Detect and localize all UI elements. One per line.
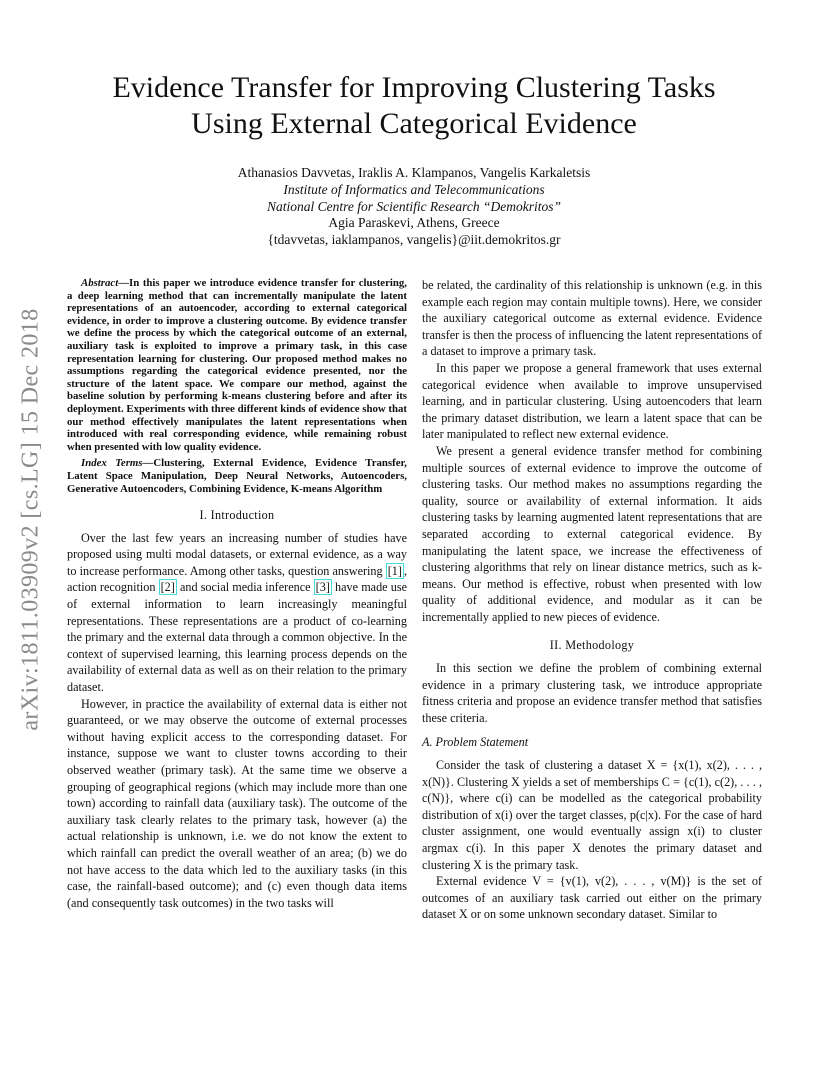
index-terms-text: —Clustering, External Evidence, Evidence Transfer, Latent Space Manipulation, Deep Neural Networks, Autoencoders, Generative Autoencoders, Combining Evidence, K-means Algorithm [67, 457, 407, 495]
intro-paragraph-4: In this paper we propose a general framework that uses external categorical evidence when available to improve unsupervised learning, and in particular clustering. Using autoencoders that learn the primary dataset distribution, we learn a latent space that can be later manipulated to reflect new external evidence. [422, 360, 762, 442]
section-heading-methodology: II. Methodology [549, 638, 635, 653]
index-terms-label: Index Terms [81, 457, 143, 470]
intro-text: and social media inference [176, 580, 314, 595]
abstract-label: Abstract [81, 277, 119, 289]
author-emails: {tdavvetas, iaklampanos, vangelis}@iit.demokritos.gr [267, 232, 561, 248]
subsection-heading-problem-statement: A. Problem Statement [422, 735, 529, 750]
abstract [67, 277, 407, 453]
affiliation-centre: National Centre for Scientific Research “Demokritos” [266, 198, 562, 214]
methodology-paragraph-1: In this section we define the problem of combining external evidence in a primary clustering task, we introduce appropriate fitness criteria and propose an evidence transfer method that satisfies these criteria. [422, 661, 762, 725]
intro-text: , action recognition [67, 563, 407, 595]
intro-paragraph-1 [67, 530, 407, 696]
problem-paragraph-1: Consider the task of clustering a dataset X = {x(1), x(2), . . . , x(N)}. Clustering X yields a set of memberships C = {c(1), c(2), . . . , c(N)}, where c(i) can be modelled as the categorical probability distribution of x(i) over the target classes, p(c|x). For the case of hard cluster assignment, one would eventually assign x(i) to cluster argmax c(i). In this paper X denotes the primary dataset and clustering X is the primary task. [422, 758, 762, 872]
right-column [422, 277, 762, 923]
left-column [67, 277, 407, 911]
section-heading-introduction: I. Introduction [199, 508, 275, 523]
author-block [40, 165, 788, 249]
affiliation-institute: Institute of Informatics and Telecommunications [283, 181, 545, 197]
intro-text: Over the last few years an increasing number of studies have proposed using multi modal datasets, or external evidence, as a way to increase performance. Among other tasks, question answering [67, 530, 407, 578]
citation-link-3[interactable]: [3] [315, 580, 330, 595]
paper-title [40, 70, 788, 142]
intro-paragraph-2: However, in practice the availability of external data is either not guaranteed, or we may observe the outcome of external processes without having explicit access to the corresponding dataset. For instance, suppose we want to cluster towns according to their observed weather (primary task). At the same time we observe a grouping of geographical regions (which may include more than one town) according to rainfall data (auxiliary task). The outcome of the auxiliary task clearly relates to the primary task, however (a) the actual relationship is unknown, i.e. we do not know the extent to which rainfall can predict the overall weather of an area; (b) we do not have access to the data which led to the auxiliary tasks (in this case, the rainfall-based outcome); and (c) even though data items (and consequently task outcomes) in the two tasks will [67, 696, 407, 910]
title-line-1: Evidence Transfer for Improving Clustering Tasks [112, 71, 716, 104]
citation-link-2[interactable]: [2] [160, 580, 175, 595]
intro-paragraph-5: We present a general evidence transfer method for combining multiple sources of external evidence to improve the outcome of clustering tasks. Our method makes no assumptions regarding the quality, source or availability of external information. It aids clustering tasks by learning augmented latent representations that are separated according to external categorical evidence. By manipulating the latent space, we increase the effectiveness of clustering algorithms that rely on linear distance metrics, such as k-means. Our method is effective, robust when presented with low quality of additional evidence, and modular as it can be incrementally applied to new pieces of evidence. [422, 443, 762, 624]
title-line-2: Using External Categorical Evidence [191, 107, 637, 140]
citation-link-1[interactable]: [1] [387, 563, 402, 578]
intro-text: have made use of external information to learn increasingly meaningful representations. These representations are a product of co-learning the primary and the external data through a common objective. In the context of supervised learning, this learning process depends on the availability of external data as well as on their relation to the primary dataset. [67, 580, 407, 695]
author-names: Athanasios Davvetas, Iraklis A. Klampanos, Vangelis Karkaletsis [237, 165, 591, 180]
abstract-text: —In this paper we introduce evidence transfer for clustering, a deep learning method that can incrementally manipulate the latent representations of an autoencoder, according to external categorical evidence, in order to improve a clustering outcome. By evidence transfer we define the process by which the categorical outcome of an external, auxiliary task is exploited to improve a primary task, in this case representation learning for clustering. Our proposed method makes no assumptions regarding the categorical evidence presented, nor the structure of the latent space. We compare our method, against the baseline solution by performing k-means clustering before and after its deployment. Experiments with three different kinds of evidence show that our method effectively manipulates the latent representations when introduced with real corresponding evidence, while remaining robust when presented with low quality evidence. [67, 277, 407, 453]
arxiv-identifier: arXiv:1811.03909v2 [cs.LG] 15 Dec 2018 [17, 307, 44, 731]
arxiv-sidebar [15, 283, 47, 755]
intro-paragraph-3: be related, the cardinality of this relationship is unknown (e.g. in this example each region may contain multiple towns). Here, we consider the auxiliary categorical outcome as external evidence. Evidence transfer is then the process of influencing the latent representations of a dataset to improve a primary task. [422, 278, 762, 359]
index-terms [67, 457, 407, 495]
problem-paragraph-2: External evidence V = {v(1), v(2), . . . , v(M)} is the set of outcomes of an auxiliary task carried out either on the primary dataset X or on some unknown secondary dataset. Similar to [422, 874, 762, 922]
affiliation-location: Agia Paraskevi, Athens, Greece [328, 215, 500, 231]
